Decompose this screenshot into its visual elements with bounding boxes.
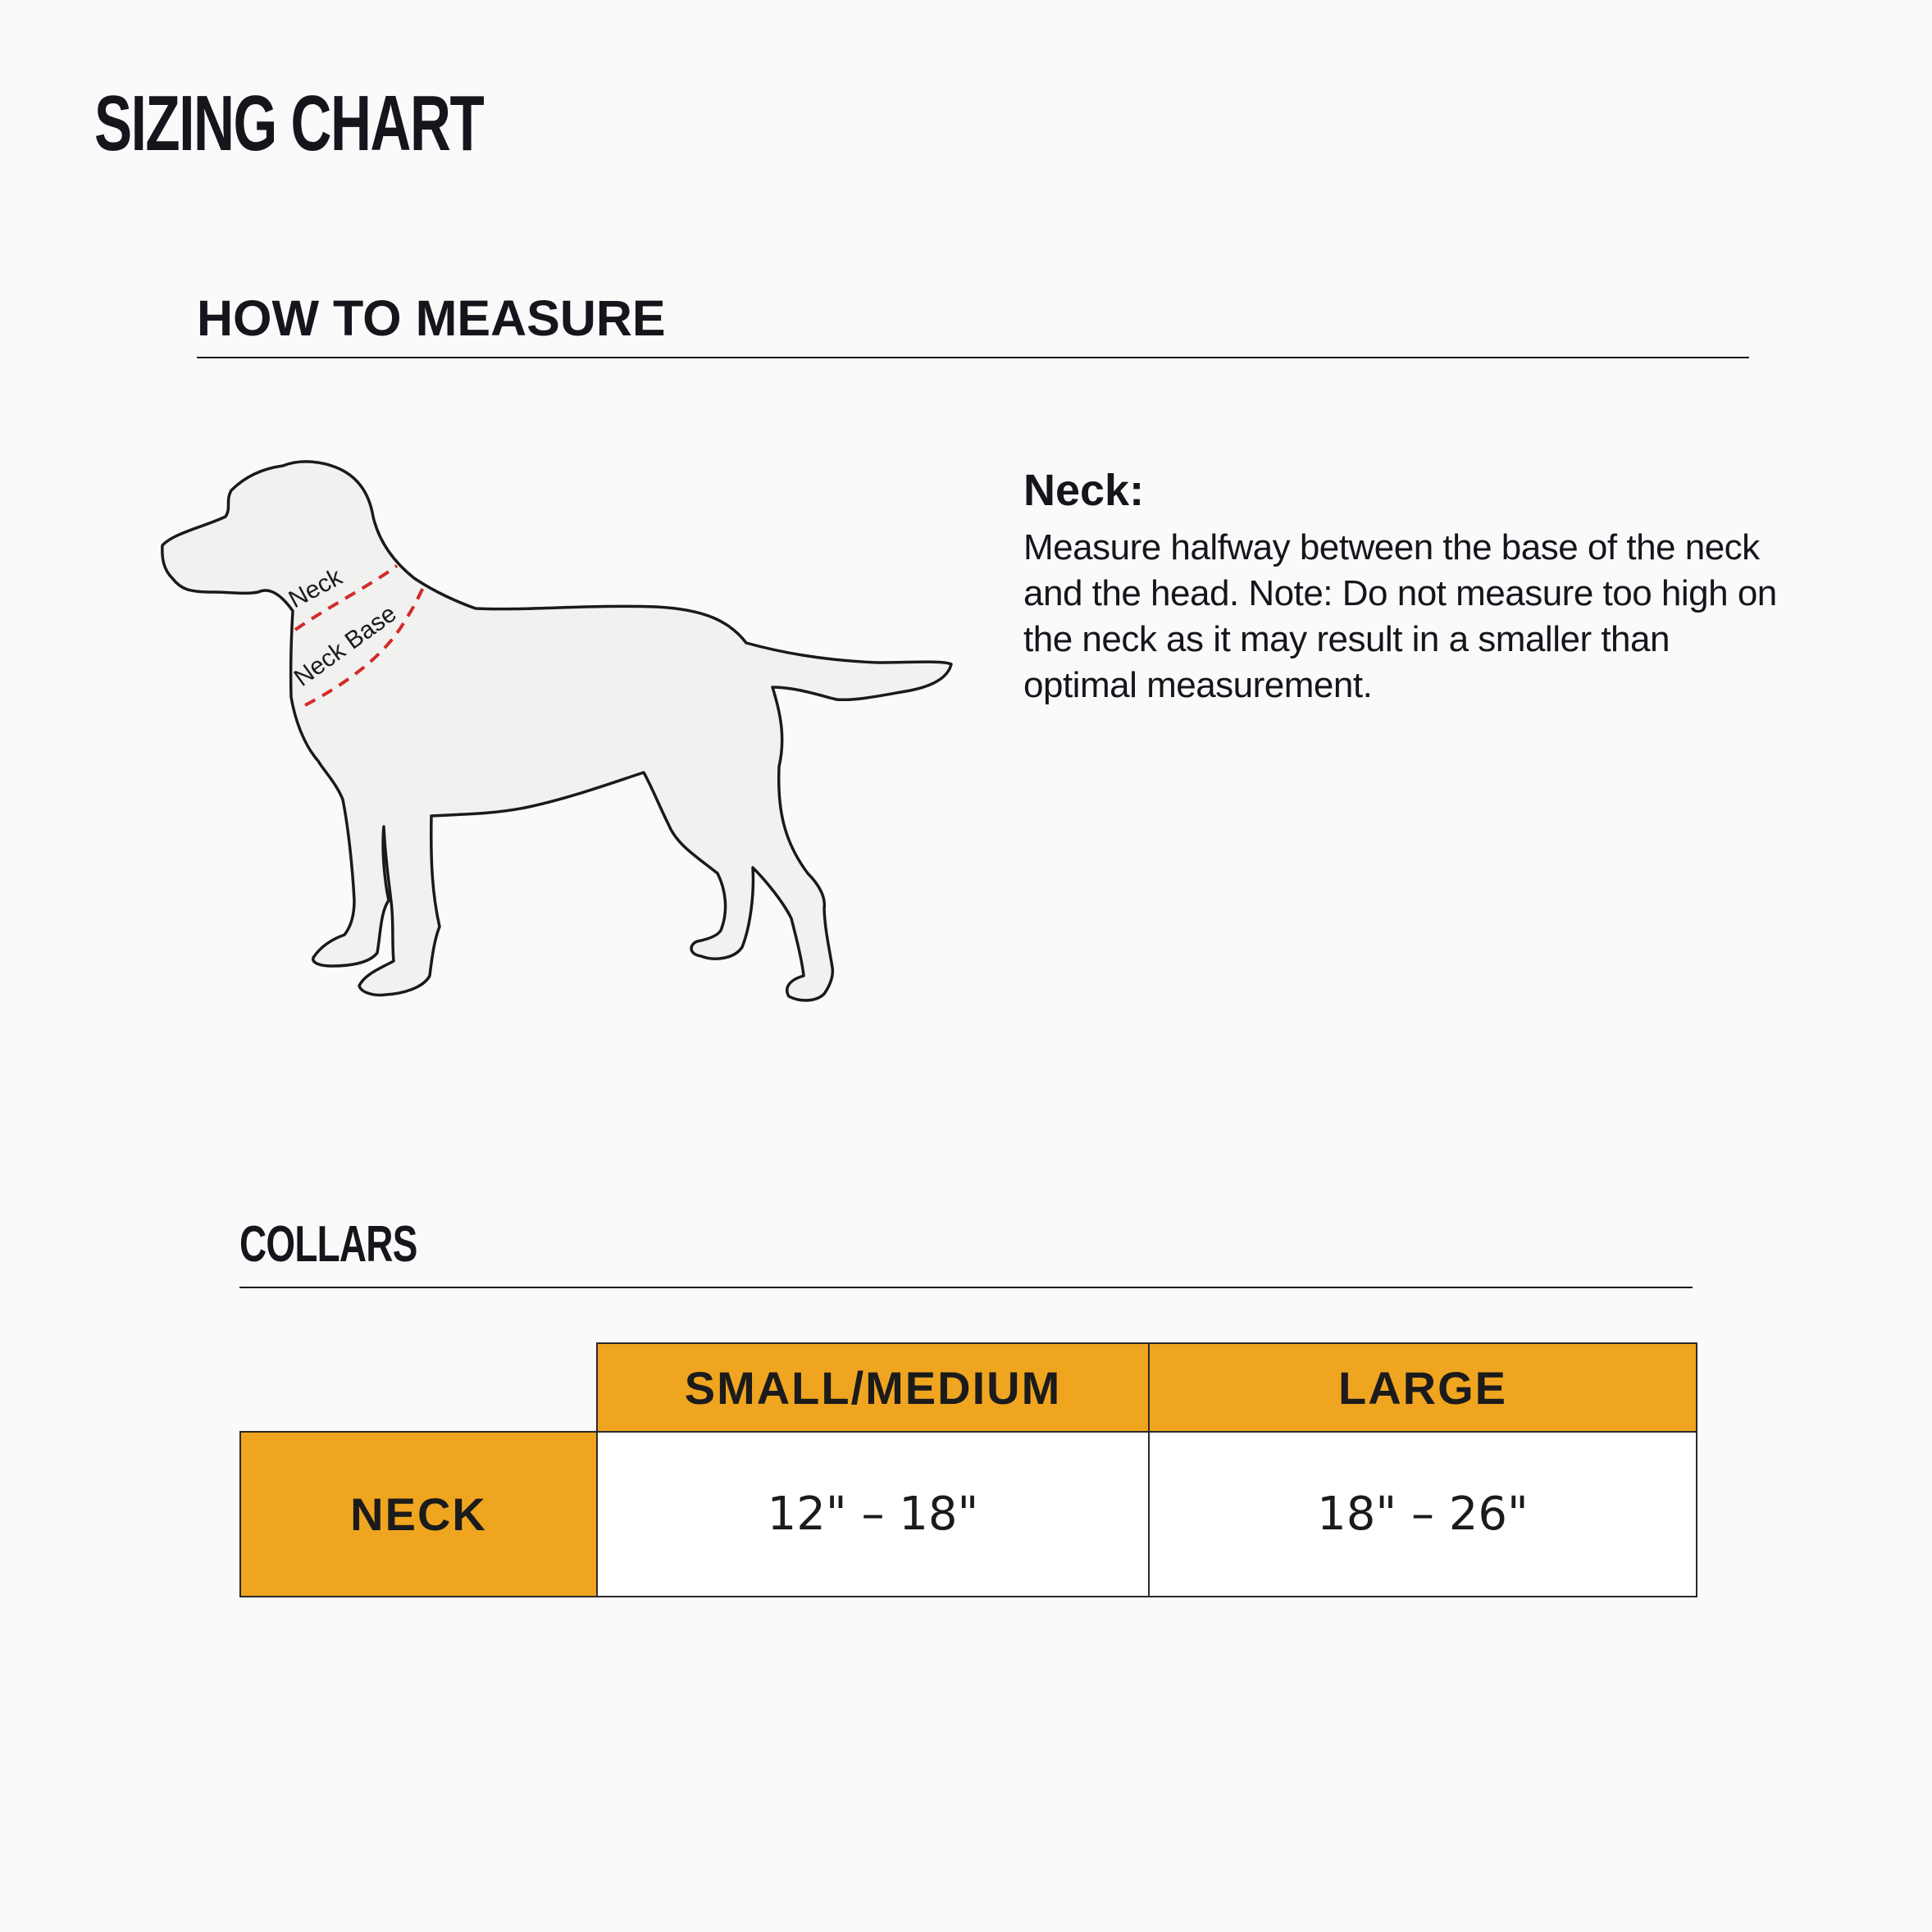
dog-measurement-diagram [152,451,964,1017]
collars-divider [239,1287,1693,1288]
neck-instructions-text: Measure halfway between the base of the neck and the head. Note: Do not measure too high on the neck as it may result in a smaller than optimal measurement. [1023,527,1777,705]
neck-base-diagram-label: Neck Base [289,599,402,692]
column-header-large [1148,1342,1697,1433]
column-header-label: LARGE [1338,1361,1507,1414]
row-header-label: NECK [350,1488,487,1540]
table-cell-small-medium-neck [596,1431,1150,1597]
table-cell-large-neck [1148,1431,1697,1597]
neck-instructions-heading: Neck: [1023,466,1145,515]
how-to-measure-divider [197,357,1749,358]
neck-diagram-label: Neck [284,563,347,614]
column-header-small-medium [596,1342,1150,1433]
column-header-label: SMALL/MEDIUM [684,1361,1062,1414]
size-range-value: 18" – 26" [1317,1488,1529,1541]
how-to-measure-heading: HOW TO MEASURE [197,290,666,346]
page-title: SIZING CHART [94,80,484,167]
size-range-value: 12" – 18" [767,1488,979,1541]
dog-silhouette [162,462,951,1000]
collars-heading: COLLARS [239,1216,417,1273]
row-header-neck [239,1431,598,1597]
